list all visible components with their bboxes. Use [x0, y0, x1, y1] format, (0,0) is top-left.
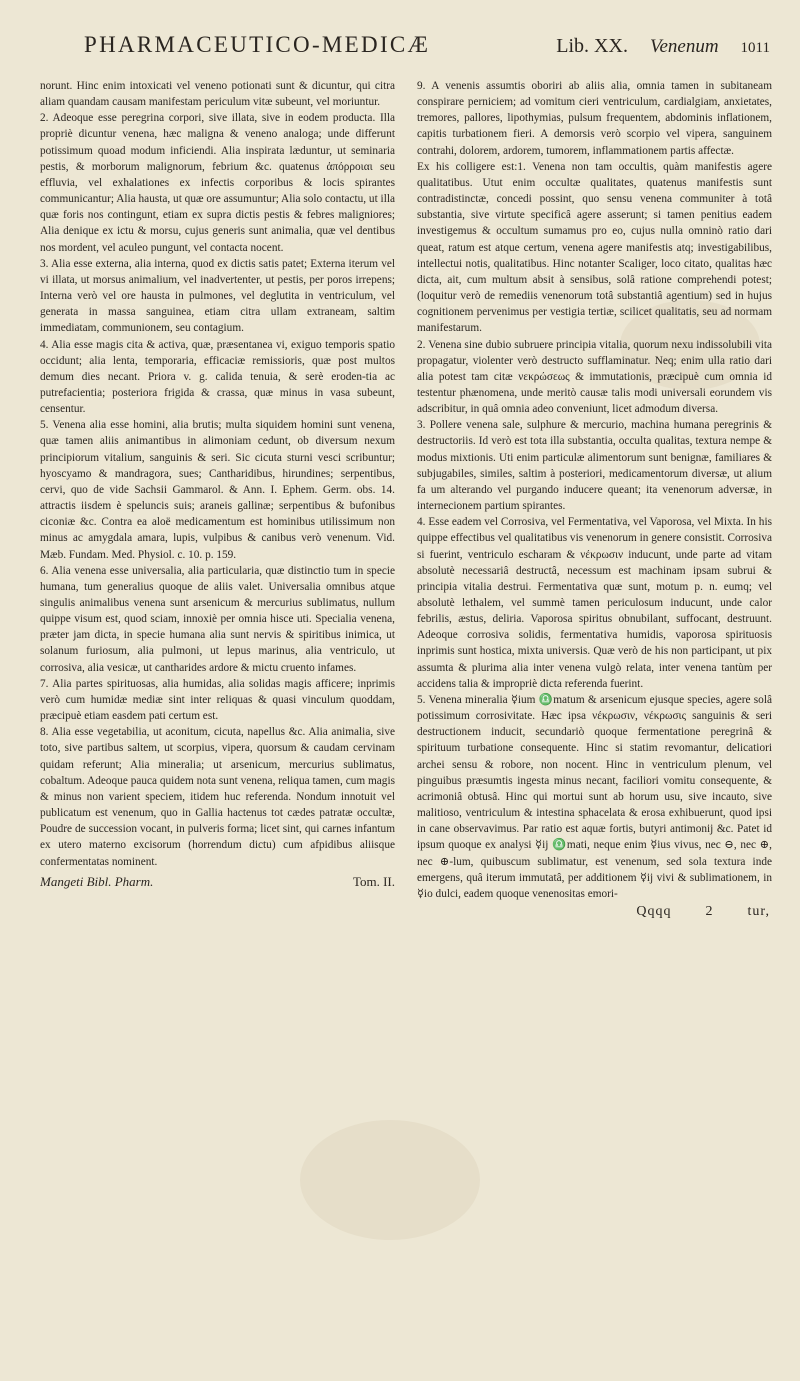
paragraph: 9. A venenis assumtis oboriri ab aliis alia, omnia tamen in subitaneam conspirare perniciem; ad vomitum cieri ventriculum, cardialgiam, anxietates, tremores, pallores, lipothymias, pulsum frequentem, abdominis inflationem, capitis turbationem fieri. A demorsis verò scorpio vel vipera, sanguinem contrahi, dolorem, ardorem, tumorem, inflammationem partis affectæ.: [417, 80, 772, 157]
paragraph: 7. Alia partes spirituosas, alia humidas, alia solidas magis afficere; inprimis verò cum humidæ mediæ sint inter reliquas & quasi vinculum quoddam, præcipuè etiam easdem pati certum est.: [40, 677, 395, 723]
paragraph: 5. Venena mineralia ☿ium ♎matum & arsenicum ejusque species, agere solâ potissimum corrosivitate. Hæc ipsa νέκρωσιν, νέκρωσις sanguinis & seri destructionem inducit, secundariò quoque fermentatione peregrinâ & spirituum turbatione consequente. Hinc si statim revomantur, delicatiori archei sensu & robore, non nocent. Hinc in ventriculum plenum, vel pinguibus præsumtis ingesta minus necant, faciliori vomitu consequente, & acrimoniâ obtusâ. Hinc qui mortui sunt ab horum usu, sive incauto, sive malitioso, ventriculum & intestina sphacelata & erosa exhibuerunt, quod ipsi in cane observavimus. Par ratio est aquæ fortis, butyri antimonij &c. Patet id ipsum quoque ex analysi ☿ij ♎mati, neque enim ☿ius vivus, nec ⊖, nec ⊕, nec ⊕-lum, quibuscum sublimatur, est venenum, sed sola textura inde emergens, quâ iterum immutatâ, per additionem ☿ij vivi & sublimationem, in ☿io dulci, eadem quoque venenositas emori-: [417, 693, 772, 900]
paragraph: 3. Pollere venena sale, sulphure & mercurio, machina humana peregrinis & destructoriis. Id verò est tota illa substantia, occulta qualitas, textura nempe & modus mixtionis. Uti enim particulæ alimentorum sunt benignæ, familiares & subjugabiles, similes, saltim à posteriori, medicamentorum diversæ, ut alium fa um alterando vel purgando inducere queant; ita venenorum adversæ, in internecionem partium spirantes.: [417, 419, 772, 513]
page-number: 1011: [740, 40, 770, 56]
left-column: [40, 78, 395, 1331]
catchword: tur,: [747, 903, 770, 919]
signature-line: [417, 904, 772, 920]
running-head-right: [556, 35, 770, 58]
paragraph: norunt. Hinc enim intoxicati vel veneno potionati sunt & dicuntur, qui citra aliam quandam causam manifestam periculum vitæ subeunt, vel moriuntur.: [40, 80, 395, 109]
signature-mark: Qqqq: [636, 903, 672, 919]
running-head: [84, 32, 770, 66]
running-head-subject: Venenum: [649, 36, 719, 57]
paragraph: 2. Adeoque esse peregrina corpori, sive illata, sive in eodem producta. Illa propriè dicuntur venena, hæc maligna & veneno analoga; unde differunt potissimum quoad modum inficiendi. Alia inspirata læduntur, ut seminaria pestis, & morborum malignorum, febrium &c. quatenus ἀπόρροιαι seu effluvia, vel exhalationes ex infectis corporibus & locis spirantes communicantur; Alia hausta, ut quæ ore assumuntur; Alia solo contactu, ut illa quæ foris nos contingunt, etiam ex supra dictis pestis & febres maligniores; Alia denique ex ictu & morsu, cujus generis sunt animalia, quæ vel dentibus nos mordent, vel aculeo pungunt, vel contacta nocent.: [40, 112, 395, 254]
footer-volume: Tom. II.: [352, 873, 395, 889]
paragraph: 3. Alia esse externa, alia interna, quod ex dictis satis patet; Externa iterum vel vi illata, ut morsus animalium, vel inadvertenter, ut pestis, per poros irrepens; Interna verò vel ore hausta in pulmones, vel deglutita in ventriculum, vel generata in massa sanguinea, etiam citra ullam extraneam, saltim immediatam, communionem, seu contagium.: [40, 257, 395, 335]
paragraph: 5. Venena alia esse homini, alia brutis; multa siquidem homini sunt venena, quæ tamen aliis animantibus in alimoniam cedunt, ob diversum nexum principiorum vitalium, sanguinis & seri. Sic cicuta sturni vesci scribuntur; hyoscyamo & mandragora, sues; Cantharidibus, hirundines; serpentibus, cervi, quo de vide Sachsii Gammarol. & Ann. I. Ephem. Germ. obs. 14. attractis iisdem è speluncis suis; araneis gallinæ; serpentibus & bufonibus ciconiæ &c. Contra ea aloë medicamentum est hominibus utilissimum non minus ac amygdala amara, lupis, vulpibus & canibus verò venenum. Vid. Mæb. Fundam. Med. Physiol. c. 10. p. 159.: [40, 419, 395, 561]
book-number: Lib. XX.: [556, 35, 628, 57]
running-head-title: PHARMACEUTICO-MEDICÆ: [84, 32, 431, 57]
paragraph: 6. Alia venena esse universalia, alia particularia, quæ distinctio tum in specie humana, tum generalius quoque de aliis valet. Universalia omnibus atque singulis animalibus venena sunt arsenicum & mercurius sublimatus, nullum quippe visum est, quod sciam, innoxiè per omnia hisce uti. Specialia venena, præter jam dicta, in specie humana alia sunt nervis & spiritibus inimica, ut solanum furiosum, alia pulmoni, ut lepus marinus, alia ventriculo, ut corrosiva, alia vesicæ, ut cantharides ardore & mictu cruento infames.: [40, 564, 395, 674]
paragraph: 2. Venena sine dubio subruere principia vitalia, quorum nexu indissolubili vita propagatur, violenter verò destructo sufflaminatur. Neq; enim ulla ratio dari alia potest tam citæ νεκρώσεως & immutationis, præcipuè cum omnia id testentur phænomena, unde meritò causæ talis modi universali eorundem vis adscribitur, in quâ omnia adeo conveniunt, licet admodum diversa.: [417, 338, 772, 416]
text-columns: [40, 78, 772, 1331]
paragraph: Ex his colligere est:1. Venena non tam occultis, quàm manifestis agere qualitatibus. Utut enim occultæ qualitates, quatenus manifestis sunt contradistinctæ, concedi possint, quo sensu venena communiter à totâ substantia, sive virtute specificâ agere asserunt; si tamen penitius eadem investigemus & occultum sumamus pro eo, cujus nulla omninò ratio dari queat, ratum est atque certum, venena agere manifestis atq; investigabilibus, intellectui notis, qualitatibus. Hinc notanter Scaliger, loco citato, qualitas hæc dicta, ait, cum multum absit à sensibus, solâ ratione comprehendi potest; (loquitur verò de remediis venenorum totâ substantiâ agentium) sed in hujus cognitionem pervenimus per vestigia tertiæ, scilicet qualitatis, seu ad normam manifestarum.: [417, 160, 772, 335]
signature-number: 2: [705, 903, 714, 919]
paragraph: 4. Alia esse magis cita & activa, quæ, præsentanea vi, exiguo temporis spatio occidunt; alia lenta, temporaria, efficaciæ remissioris, quæ post multos demum dies necant. Priora v. g. calida tenuia, & serè eroden-tia ac putrefacientia; posteriora frigida & crassa, quæ minus in vasa subeunt, censentur.: [40, 338, 395, 416]
paragraph: 4. Esse eadem vel Corrosiva, vel Fermentativa, vel Vaporosa, vel Mixta. In his quippe effectibus vel qualitatibus vis venenorum in genere consistit. Corrosiva si fuerint, ventriculo escharam & νέκρωσιν inducunt, unde parte ad vitam absolutè necessariâ destructâ, necessum est machinam ipsam subrui & principia vitalia destrui. Fermentativa quæ sunt, motum p. n. eumq; vel absolutè lethalem, vel summè tamen periculosum inducunt, unde calor febrilis, æstus, deliria. Vaporosa spiritus obnubilant, suffocant, destruunt. Adeoque corrosiva solidis, fermentativa humidis, vaporosa spirituosis inprimis sunt hostica, mixta universis. Quæ verò de his non participant, ut pix assumta & plurima alia inter venena vulgò relata, inter venena tantùm per accidens talia & impropriè dicta referenda fuerint.: [417, 516, 772, 690]
left-footer: [40, 874, 395, 890]
paragraph: 8. Alia esse vegetabilia, ut aconitum, cicuta, napellus &c. Alia animalia, sive toto, sive partibus saltem, ut scorpius, vipera, quorsum & caudam cervinam quidam referunt; Alia mineralia; ut arsenicum, mercurius sublimatus, cobaltum. Adeoque pauca quidem nota sunt venena, reliqua tamen, cum magis & minus non varient speciem, itidem huc referenda. Nondum innotuit vel publicatum est venenum, quo in Gallia hactenus tot cædes patratæ occultæ, Poudre de succession vocant, in pulveris forma; licet sint, qui carnes infantum ex utero materno excisorum (horrendum dictu) cum afpidibus aliisque confermentatas nominent.: [40, 726, 395, 868]
footer-book-title: Mangeti Bibl. Pharm.: [40, 873, 154, 889]
right-column: [417, 78, 772, 1331]
